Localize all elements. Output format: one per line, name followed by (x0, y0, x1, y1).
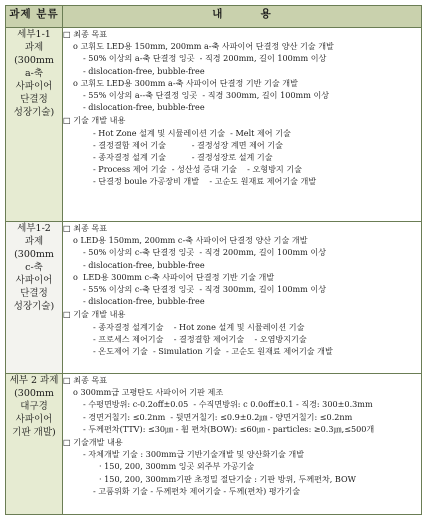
content-line: - 프로세스 제어기술 - 결정결함 제어기술 - 오염방지기술 (93, 333, 307, 344)
task-table (5, 5, 422, 515)
category-line: 세부1-2 (17, 223, 51, 234)
row-subtask-1-1 (6, 28, 422, 222)
content-line: - 종자결정 설계 기술 - 결정성장로 설계 기술 (93, 152, 273, 163)
category-line: 세부 2 과제 (9, 375, 59, 386)
content-line: o 300mm급 고평탄도 사파이어 기판 제조 (73, 387, 224, 398)
content-cell (63, 374, 422, 515)
content-line: - 경면거칠기: ≤0.2nm - 뒷면거칠기: ≤0.9±0.2㎛ - 양면거칠기: ≤0.2nm (83, 411, 353, 422)
content-line: - 단결정 boule 가공장비 개발 - 고순도 원재료 제어기술 개발 (93, 176, 317, 187)
content-line: - 50% 이상의 a-축 단결정 잉곳 - 직경 200mm, 길이 100mm 이상 (83, 53, 327, 64)
content-line: - 수평면방위: c-0.2off±0.05 - 수직면방위: c 0.0off±0.1 - 직경: 300±0.3mm (83, 399, 373, 410)
content-line: o 고휘도 LED용 150mm, 200mm a-축 사파이어 단결정 양산 기술 개발 (73, 41, 334, 52)
content-line: o LED용 150mm, 200mm c-축 사파이어 단결정 양산 기술 개발 (73, 235, 308, 246)
category-line: 세부1-1 (17, 29, 51, 40)
category-cell (6, 374, 63, 515)
row-subtask-2 (6, 374, 422, 515)
content-line: - Hot Zone 설계 및 시뮬레이션 기술 - Melt 제어 기술 (93, 127, 291, 138)
content-line: - 온도제어 기술 - Simulation 기술 - 고순도 원재료 제어기술 개발 (93, 346, 333, 357)
section-heading: □ 최종 목표 (63, 223, 108, 233)
category-line: (300mm (14, 249, 54, 260)
category-line: a-축 (24, 68, 44, 79)
content-line: - 50% 이상의 c-축 단결정 잉곳 - 직경 200mm, 길이 100mm 이상 (83, 247, 327, 258)
header-category: 과제 분류 (6, 6, 63, 28)
category-line: 과제 (24, 42, 44, 53)
content-line: - dislocation-free, bubble-free (83, 296, 205, 307)
content-cell (63, 222, 422, 374)
section-heading: □ 기술 개발 내용 (63, 309, 126, 320)
category-line: 사파이어 (15, 81, 53, 92)
content-line: - dislocation-free, bubble-free (83, 102, 205, 113)
category-line: 성장기술) (13, 107, 55, 118)
content-line: - 결정결함 제어 기술 - 결정성장 계면 제어 기술 (93, 139, 283, 150)
content-cell (63, 28, 422, 222)
category-line: 사파이어 (15, 275, 53, 286)
header-content: 내 용 (63, 6, 422, 28)
section-heading: □ 기술 개발 내용 (63, 115, 126, 126)
category-line: (300mm (14, 55, 54, 66)
category-line: (300mm (14, 388, 54, 399)
content-line: - 고품위화 기술 - 두께편차 제어기술 - 두께(편차) 평가기술 (93, 485, 301, 496)
content-line: - 두께편차(TTV): ≤30㎛ - 휨 편차(BOW): ≤60㎛ - particles: ≥0.3㎛,≤500개 (83, 423, 375, 434)
category-line: 과제 (24, 236, 44, 247)
content-line: - 55% 이상의 c-축 단결정 잉곳 - 직경 300mm, 길이 100mm 이상 (83, 284, 327, 295)
category-line: 성장기술) (13, 301, 55, 312)
content-line: o 고휘도 LED용 300mm a-축 사파이어 단결정 기반 기술 개발 (73, 77, 298, 88)
category-line: 대구경 (20, 401, 48, 412)
content-line: - dislocation-free, bubble-free (83, 259, 205, 270)
category-line: c-축 (25, 262, 43, 273)
row-subtask-1-2 (6, 222, 422, 374)
content-line: · 150, 200, 300mm기판 초정밀 절단기술 : 기판 방위, 두께편차, BOW (99, 473, 356, 484)
section-heading: □ 기술개발 내용 (63, 437, 123, 448)
content-line: - 종자결정 설계기술 - Hot zone 설계 및 시뮬레이션 기술 (93, 321, 305, 332)
category-line: 사파이어 (15, 414, 53, 425)
content-line: o LED용 300mm c-축 사파이어 단결정 기반 기술 개발 (73, 271, 275, 282)
section-heading: □ 최종 목표 (63, 375, 108, 385)
content-line: - 55% 이상의 a--축 단결정 잉곳 - 직경 300mm, 길이 100mm 이상 (83, 90, 330, 101)
content-line: - Process 제어 기술 - 성산성 증대 기술 - 오형방지 기술 (93, 164, 302, 175)
category-cell (6, 28, 63, 222)
category-line: 기판 개발) (12, 427, 56, 438)
content-line: - 자체개발 기술 : 300mm급 기반기술개발 및 양산화기술 개발 (83, 449, 305, 460)
category-line: 단결정 (20, 288, 48, 299)
category-line: 단결정 (20, 94, 48, 105)
content-line: · 150, 200, 300mm 잉곳 외주부 가공기술 (99, 461, 255, 472)
category-cell (6, 222, 63, 374)
content-line: - dislocation-free, bubble-free (83, 65, 205, 76)
section-heading: □ 최종 목표 (63, 29, 108, 39)
